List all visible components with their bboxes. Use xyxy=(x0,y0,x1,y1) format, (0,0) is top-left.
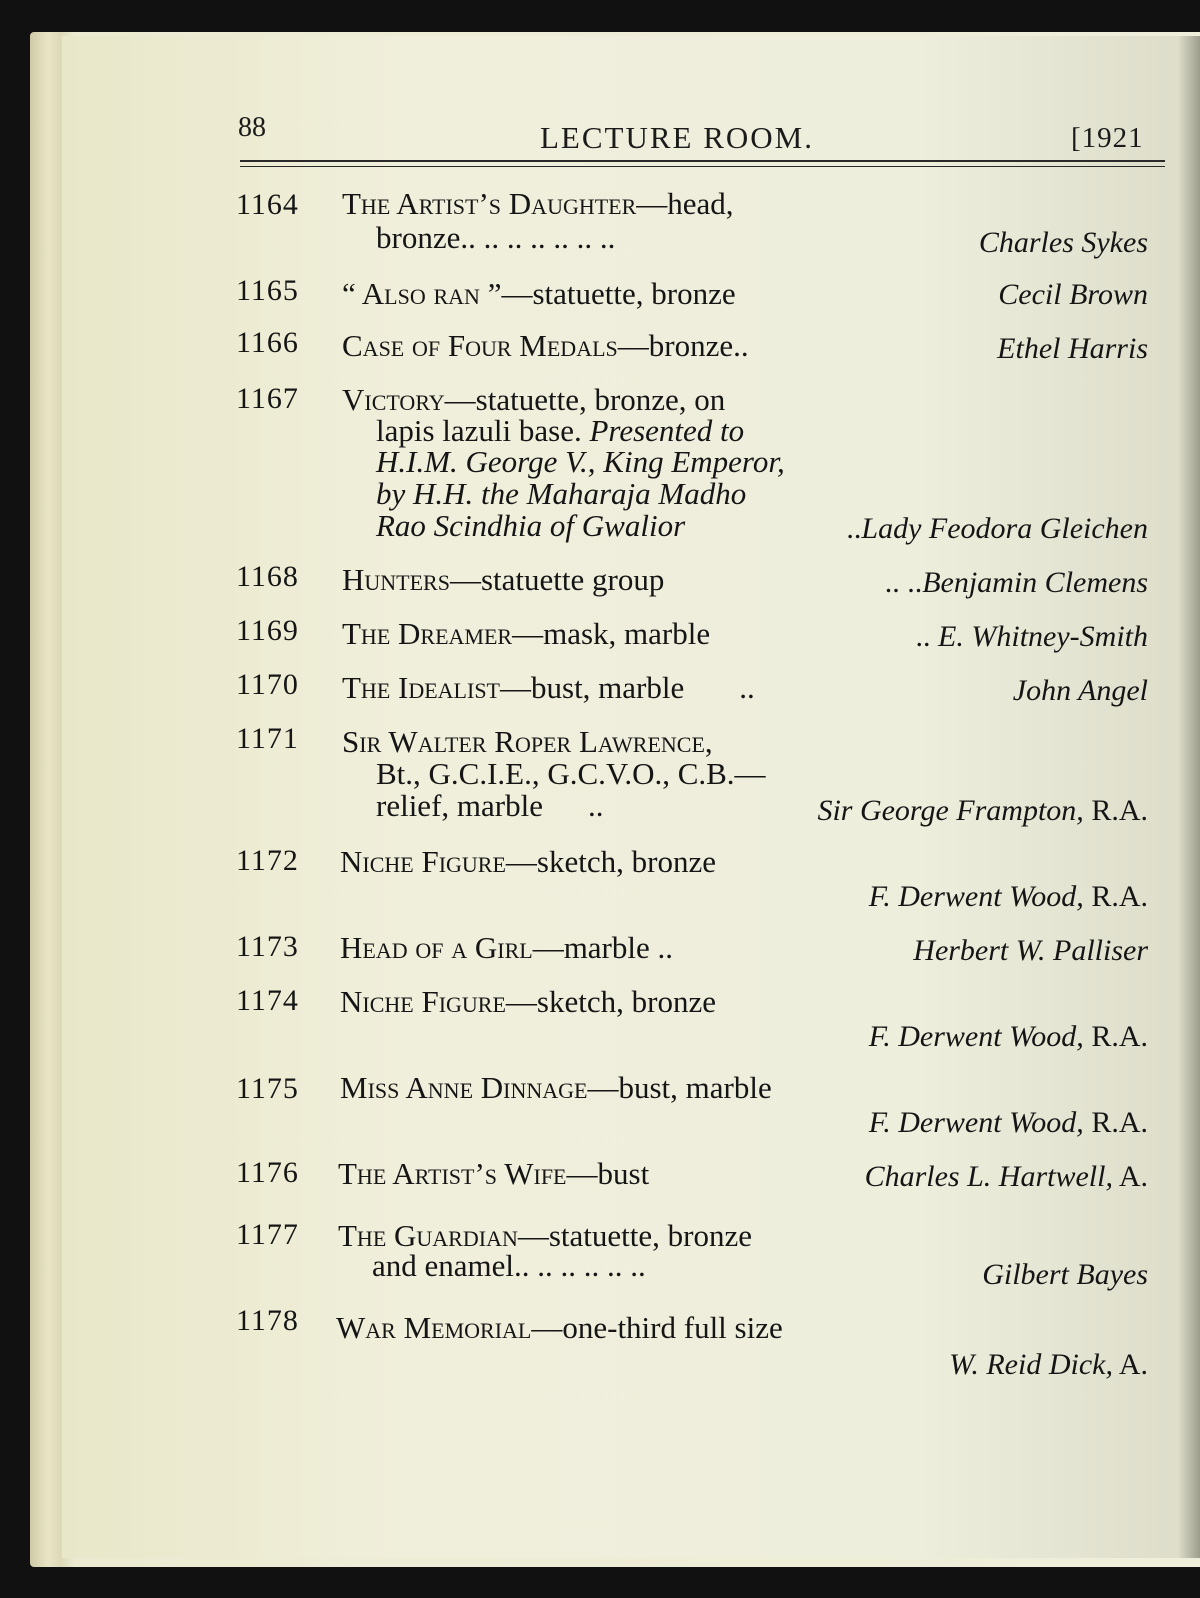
entry-number: 1168 xyxy=(236,560,299,593)
entry-description: —bust, marble xyxy=(587,1070,772,1105)
entry-artist xyxy=(865,1160,1148,1194)
artist-name: Cecil Brown xyxy=(998,278,1148,311)
entry-title: Sir Walter Roper Lawrence, xyxy=(342,724,713,759)
entry-number: 1171 xyxy=(236,722,299,755)
dot-leader: .. .. .. .. .. .. xyxy=(514,1248,646,1283)
artist-name: Lady Feodora Gleichen xyxy=(861,512,1148,545)
dot-leader: .. xyxy=(739,670,755,705)
entry-title-line xyxy=(340,930,673,966)
artist-name: Benjamin Clemens xyxy=(922,566,1148,599)
entry-title: The Guardian xyxy=(338,1218,518,1253)
dot-leader: .. xyxy=(733,328,749,363)
entry-title-line xyxy=(340,984,716,1020)
entry-title-line xyxy=(342,276,736,312)
entry-artist xyxy=(916,620,1148,654)
artist-name: Sir George Frampton, xyxy=(817,794,1084,827)
entry-number: 1176 xyxy=(236,1156,299,1189)
entry-description-cont: and enamel xyxy=(372,1248,515,1283)
artist-name: Herbert W. Palliser xyxy=(913,934,1148,967)
entry-description: —one-third full size xyxy=(531,1310,783,1345)
entry-number: 1166 xyxy=(236,326,299,359)
entry-description: —statuette, bronze xyxy=(517,1218,752,1253)
entry-description: —mask, marble xyxy=(512,616,711,651)
entry-description-cont: lapis lazuli base. xyxy=(376,413,582,448)
entry-artist xyxy=(998,278,1148,312)
entry-note-line xyxy=(376,508,685,544)
entry-title: The Artist’s Wife xyxy=(338,1156,567,1191)
entry-artist xyxy=(997,332,1148,366)
artist-honour: R.A. xyxy=(1091,1106,1148,1139)
artist-name: Charles L. Hartwell, xyxy=(864,1160,1113,1193)
spine-shadow xyxy=(1178,36,1200,1558)
entry-title-line xyxy=(342,186,734,222)
artist-name: Gilbert Bayes xyxy=(982,1258,1148,1291)
entry-number: 1164 xyxy=(236,188,299,221)
entry-artist xyxy=(885,566,1148,600)
entry-number: 1173 xyxy=(236,930,299,963)
entry-description: —head, xyxy=(636,186,734,221)
page-number: 88 xyxy=(238,112,266,143)
entry-artist xyxy=(913,934,1148,968)
entry-number: 1178 xyxy=(236,1304,299,1337)
entry-title-line xyxy=(342,616,710,652)
dot-leader: .. .. xyxy=(884,566,923,599)
entry-artist xyxy=(846,512,1148,546)
entry-title: “ Also ran ” xyxy=(342,276,502,311)
entry-number: 1177 xyxy=(236,1218,299,1251)
entry-description: —statuette group xyxy=(449,562,665,597)
artist-honour: R.A. xyxy=(1091,1020,1148,1053)
entry-title-line xyxy=(338,1156,649,1192)
page-header xyxy=(0,112,1200,162)
artist-name: F. Derwent Wood, xyxy=(868,880,1084,913)
dot-leader: .. .. .. .. .. .. .. xyxy=(460,220,616,255)
entry-description: —bronze xyxy=(617,328,734,363)
entry-title: The Idealist xyxy=(342,670,500,705)
dot-leader: .. xyxy=(846,512,862,545)
entry-title: War Memorial xyxy=(336,1310,532,1345)
artist-name: F. Derwent Wood, xyxy=(868,1020,1084,1053)
entry-title: Victory xyxy=(342,382,445,417)
entry-artist xyxy=(817,794,1148,828)
header-rule-thin xyxy=(240,166,1165,167)
entry-artist xyxy=(869,1106,1148,1140)
entry-description-cont: relief, marble xyxy=(376,788,543,823)
entry-artist xyxy=(869,880,1148,914)
entry-description: —sketch, bronze xyxy=(505,984,716,1019)
artist-name: F. Derwent Wood, xyxy=(868,1106,1084,1139)
year-label: [1921 xyxy=(1071,122,1144,154)
entry-number: 1174 xyxy=(236,984,299,1017)
entry-note: Rao Scindhia of Gwalior xyxy=(376,508,686,543)
entry-description-cont: Bt., G.C.I.E., G.C.V.O., C.B.— xyxy=(376,756,766,791)
artist-name: John Angel xyxy=(1012,674,1148,707)
entry-note: by H.H. the Maharaja Madho xyxy=(376,476,747,511)
entry-number: 1172 xyxy=(236,844,299,877)
dot-leader: .. xyxy=(657,930,674,965)
entry-description-line xyxy=(372,1248,646,1284)
artist-name: E. Whitney-Smith xyxy=(938,620,1148,653)
entry-description-line xyxy=(376,788,603,824)
entry-artist xyxy=(979,226,1148,260)
entry-title: Hunters xyxy=(342,562,450,597)
artist-honour: R.A. xyxy=(1091,880,1148,913)
entry-title: The Dreamer xyxy=(342,616,513,651)
entry-artist xyxy=(949,1348,1148,1382)
dot-leader: .. xyxy=(587,788,604,823)
entry-title-line xyxy=(342,328,749,364)
entry-note: Presented to xyxy=(589,413,745,448)
entry-number: 1170 xyxy=(236,668,299,701)
dot-leader: .. xyxy=(915,620,931,653)
entry-title-line xyxy=(342,670,755,706)
entry-note: H.I.M. George V., King Emperor, xyxy=(376,444,785,479)
entry-title: Niche Figure xyxy=(340,984,506,1019)
entry-description: —statuette, bronze, on xyxy=(444,382,726,417)
artist-name: Ethel Harris xyxy=(997,332,1148,365)
entry-title-line xyxy=(336,1310,783,1346)
entry-title: Niche Figure xyxy=(340,844,506,879)
entry-artist xyxy=(982,1258,1148,1292)
entry-title-line xyxy=(340,844,716,880)
entry-title: Miss Anne Dinnage xyxy=(340,1070,588,1105)
entry-number: 1167 xyxy=(236,382,299,415)
entry-description: —bust xyxy=(566,1156,650,1191)
entry-description: —statuette, bronze xyxy=(501,276,736,311)
entry-description-cont: bronze xyxy=(376,220,461,255)
entry-artist xyxy=(869,1020,1148,1054)
entry-description: —sketch, bronze xyxy=(505,844,716,879)
entry-number: 1165 xyxy=(236,274,299,307)
entry-artist xyxy=(1013,674,1148,708)
artist-name: W. Reid Dick, xyxy=(949,1348,1113,1381)
entry-description: —marble xyxy=(532,930,650,965)
entry-title: The Artist’s Daughter xyxy=(342,186,637,221)
running-title: LECTURE ROOM. xyxy=(540,120,814,155)
artist-name: Charles Sykes xyxy=(978,226,1148,259)
entry-title: Case of Four Medals xyxy=(342,328,618,363)
entry-title-line xyxy=(340,1070,772,1106)
entry-title: Head of a Girl xyxy=(340,930,533,965)
artist-honour: A. xyxy=(1118,1348,1148,1381)
artist-honour: A. xyxy=(1118,1160,1148,1193)
header-rule xyxy=(240,160,1165,162)
entry-title-line xyxy=(342,562,664,598)
entry-number: 1169 xyxy=(236,614,299,647)
artist-honour: R.A. xyxy=(1091,794,1148,827)
entry-description: —bust, marble xyxy=(500,670,685,705)
entry-description-line xyxy=(376,220,615,256)
entry-number: 1175 xyxy=(236,1072,299,1105)
